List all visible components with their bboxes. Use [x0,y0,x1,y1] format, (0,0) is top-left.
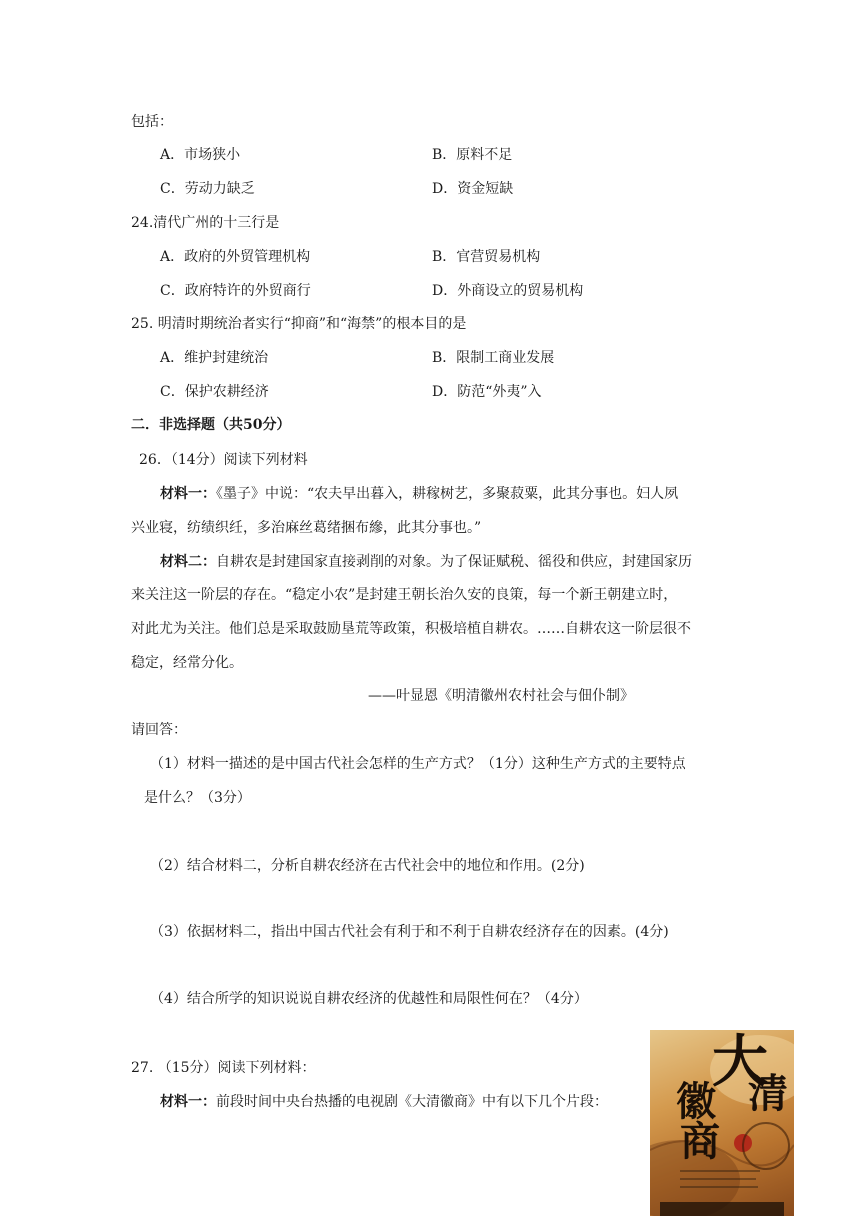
q26-material2-line4: 稳定，经常分化。 [131,655,243,671]
q24-option-b: B．官营贸易机构 [432,249,541,265]
q26-material1-text1: 《墨子》中说：“农夫早出暮入，耕稼树艺，多聚菽粟，此其分事也。妇人夙 [216,486,679,502]
q26-material2-label: 材料二： [160,554,216,570]
q26-sub4: （4）结合所学的知识说说自耕农经济的优越性和局限性何在？（4分） [150,991,588,1007]
q26-source-citation: ——叶显恩《明清徽州农村社会与佃仆制》 [368,688,634,704]
q24-option-c: C．政府特许的外贸商行 [160,283,311,299]
q27-stem: 27. （15分）阅读下列材料： [131,1060,316,1076]
cover-line-3 [680,1186,758,1188]
cover-char-hui: 徽 [676,1078,716,1125]
q23-option-c: C．劳动力缺乏 [160,181,255,197]
q25-option-c: C．保护农耕经济 [160,384,269,400]
q26-sub1-line2: 是什么？（3分） [144,790,251,806]
q26-material1-line1 [160,484,678,504]
q26-material2-line1 [160,552,692,572]
q24-option-a: A．政府的外贸管理机构 [160,249,311,265]
q25-option-a: A．维护封建统治 [160,350,269,366]
cover-char-shang: 商 [680,1118,720,1165]
q26-sub2: （2）结合材料二，分析自耕农经济在古代社会中的地位和作用。(2分) [150,858,585,874]
q25-option-d: D．防范“外夷”入 [432,384,542,400]
q26-sub1-line1: （1）材料一描述的是中国古代社会怎样的生产方式？（1分）这种生产方式的主要特点 [150,756,686,772]
q24-option-d: D．外商设立的贸易机构 [432,283,584,299]
book-cover-image [650,1030,794,1216]
cover-line-2 [680,1178,756,1180]
cover-bottom-band [660,1202,784,1216]
cover-ring [742,1122,790,1170]
q26-material1-line2: 兴业寝，纺绩织纴，多治麻丝葛绪捆布縿，此其分事也。” [131,520,482,536]
q27-material1 [160,1092,608,1112]
q26-material2-line2: 来关注这一阶层的存在。“稳定小农”是封建王朝长治久安的良策，每一个新王朝建立时， [131,587,678,603]
q26-stem: 26．（14分）阅读下列材料 [139,452,308,468]
answer-prompt: 请回答： [131,722,187,738]
q25-stem: 25. 明清时期统治者实行“抑商”和“海禁”的根本目的是 [131,316,467,332]
section-heading: 二．非选择题（共50分） [131,417,291,433]
q24-stem: 24.清代广州的十三行是 [131,215,280,231]
cover-char-qing: 清 [748,1070,788,1117]
q23-option-a: A．市场狭小 [160,147,241,163]
intro-text: 包括： [131,114,173,130]
q26-material2-text1: 自耕农是封建国家直接剥削的对象。为了保证赋税、徭役和供应，封建国家历 [216,554,692,570]
q26-sub3: （3）依据材料二，指出中国古代社会有利于和不利于自耕农经济存在的因素。(4分) [150,924,669,940]
cover-line-1 [680,1170,760,1172]
cover-char-da: 大 [712,1030,768,1095]
q23-option-d: D．资金短缺 [432,181,514,197]
q26-material1-label: 材料一： [160,486,216,502]
q27-material1-label: 材料一： [160,1094,216,1110]
q25-option-b: B．限制工商业发展 [432,350,555,366]
q27-material1-text: 前段时间中央台热播的电视剧《大清徽商》中有以下几个片段： [216,1094,608,1110]
q26-material2-line3: 对此尤为关注。他们总是采取鼓励垦荒等政策，积极培植自耕农。……自耕农这一阶层很不 [131,621,691,637]
q23-option-b: B．原料不足 [432,147,513,163]
